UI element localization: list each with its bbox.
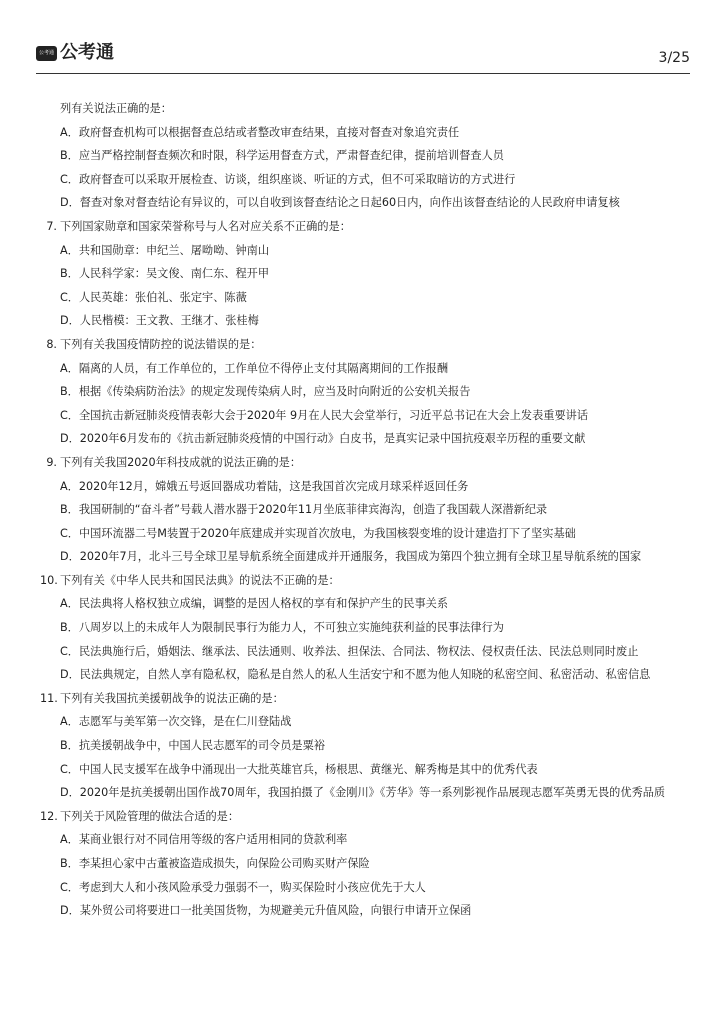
q11-stem xyxy=(40,687,700,711)
q8-option-a: A．隔离的人员，有工作单位的，工作单位不得停止支付其隔离期间的工作报酬 xyxy=(60,361,449,375)
q11-option-a: A．志愿军与美军第一次交锋，是在仁川登陆战 xyxy=(60,715,292,729)
q8-option-c: C．全国抗击新冠肺炎疫情表彰大会于2020年 9月在人民大会堂举行，习近平总书记在大会上发表重要讲话 xyxy=(60,408,589,422)
q12-text: 下列关于风险管理的做法合适的是： xyxy=(60,809,240,823)
q9-option-a: A．2020年12月，嫦娥五号返回器成功着陆，这是我国首次完成月球采样返回任务 xyxy=(60,479,469,493)
q12-option-a: A．某商业银行对不同信用等级的客户适用相同的贷款利率 xyxy=(60,833,348,847)
q8-option-d: D．2020年6月发布的《抗击新冠肺炎疫情的中国行动》白皮书，是真实记录中国抗疫艰辛历程的重要文献 xyxy=(60,432,586,446)
q6-stem: 列有关说法正确的是： xyxy=(60,102,172,115)
page-number: 3/25 xyxy=(658,50,690,66)
q7-stem xyxy=(40,215,700,239)
q7-number: 7. xyxy=(46,219,57,233)
q8-stem xyxy=(40,333,700,357)
q11-option-d: D．2020年是抗美援朝出国作战70周年，我国拍摄了《金刚川》《芳华》等一系列影视作品展现志愿军英勇无畏的优秀品质 xyxy=(60,786,666,800)
page-header xyxy=(36,42,690,74)
q9-number: 9. xyxy=(46,455,57,469)
q10-option-d: D．民法典规定，自然人享有隐私权，隐私是自然人的私人生活安宁和不愿为他人知晓的私密空间、私密活动、私密信息 xyxy=(60,668,651,682)
logo-text: 公考通 xyxy=(60,42,114,63)
q8-text: 下列有关我国疫情防控的说法错误的是： xyxy=(60,337,262,351)
q11-option-c: C．中国人民支援军在战争中涌现出一大批英雄官兵，杨根思、黄继光、解秀梅是其中的优秀代表 xyxy=(60,762,538,776)
q9-text: 下列有关我国2020年科技成就的说法正确的是： xyxy=(60,455,302,469)
q12-option-d: D．某外贸公司将要进口一批美国货物，为规避美元升值风险，向银行申请开立保函 xyxy=(60,904,472,918)
q10-option-a: A．民法典将人格权独立成编，调整的是因人格权的享有和保护产生的民事关系 xyxy=(60,597,449,611)
q7-option-d: D．人民楷模：王文教、王继才、张桂梅 xyxy=(60,314,259,328)
q9-option-b: B．我国研制的“奋斗者”号载人潜水器于2020年11月坐底菲律宾海沟，创造了我国载人深潜新纪录 xyxy=(60,503,548,517)
q7-option-a: A．共和国勋章：申纪兰、屠呦呦、钟南山 xyxy=(60,243,270,257)
q6-option-b: B．应当严格控制督查频次和时限，科学运用督查方式，严肃督查纪律，提前培训督查人员 xyxy=(60,149,504,163)
q12-option-b: B．李某担心家中古董被盗造成损失，向保险公司购买财产保险 xyxy=(60,857,370,870)
q9-stem xyxy=(40,451,700,475)
q12-option-c: C．考虑到大人和小孩风险承受力强弱不一，购买保险时小孩应优先于大人 xyxy=(60,880,426,894)
q10-option-b: B．八周岁以上的未成年人为限制民事行为能力人，不可独立实施纯获利益的民事法律行为 xyxy=(60,621,504,635)
q10-option-c: C．民法典施行后，婚姻法、继承法、民法通则、收养法、担保法、合同法、物权法、侵权责任法、民法总则同时废止 xyxy=(60,644,639,658)
q9-option-c: C．中国环流器二号M装置于2020年底建成并实现首次放电，为我国核裂变堆的设计建造打下了坚实基础 xyxy=(60,526,576,540)
q8-number: 8. xyxy=(46,337,57,351)
q10-stem xyxy=(40,569,700,593)
q7-option-b: B．人民科学家：吴文俊、南仁东、程开甲 xyxy=(60,267,270,281)
q8-option-b: B．根据《传染病防治法》的规定发现传染病人时，应当及时向附近的公安机关报告 xyxy=(60,385,471,399)
q12-stem xyxy=(40,805,700,829)
q7-text: 下列国家勋章和国家荣誉称号与人名对应关系不正确的是： xyxy=(60,219,351,233)
q11-text: 下列有关我国抗美援朝战争的说法正确的是： xyxy=(60,691,284,705)
q6-option-d: D．督查对象对督查结论有异议的，可以自收到该督查结论之日起60日内，向作出该督查结论的人民政府申请复核 xyxy=(60,196,620,210)
header-divider xyxy=(36,73,690,74)
logo-badge: 公考通 xyxy=(36,46,57,61)
q7-option-c: C．人民英雄：张伯礼、张定宇、陈薇 xyxy=(60,290,247,304)
q9-option-d: D．2020年7月，北斗三号全球卫星导航系统全面建成并开通服务，我国成为第四个独立拥有全球卫星导航系统的国家 xyxy=(60,550,642,564)
q10-number: 10. xyxy=(40,573,58,587)
question-list xyxy=(40,97,700,923)
q6-option-c: C．政府督查可以采取开展检查、访谈，组织座谈、听证的方式，但不可采取暗访的方式进行 xyxy=(60,172,516,186)
q11-option-b: B．抗美援朝战争中，中国人民志愿军的司令员是粟裕 xyxy=(60,739,325,753)
q10-text: 下列有关《中华人民共和国民法典》的说法不正确的是： xyxy=(60,573,340,587)
q12-number: 12. xyxy=(40,809,58,823)
q11-number: 11. xyxy=(40,691,58,705)
q6-option-a: A．政府督查机构可以根据督查总结或者整改审查结果，直接对督查对象追究责任 xyxy=(60,125,460,139)
